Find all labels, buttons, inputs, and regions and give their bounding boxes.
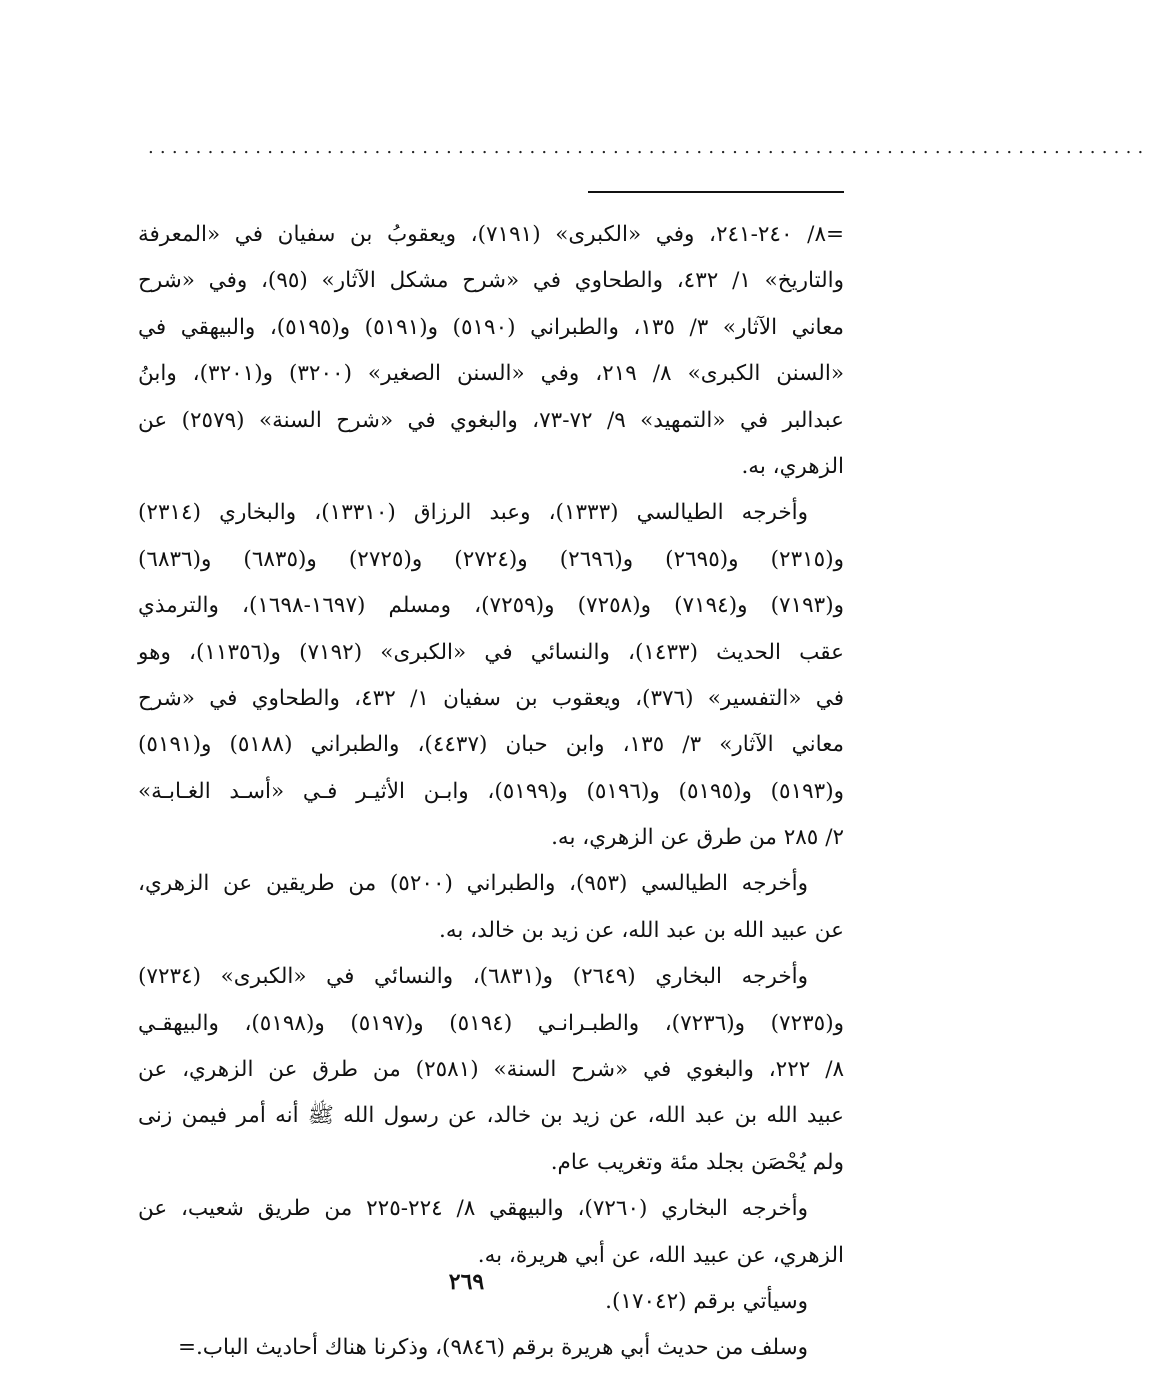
footnote-line: و(٥١٩٣) و(٥١٩٥) و(٥١٩٦) و(٥١٩٩)، وابـن الأثيـر فـي «أسـد الغـابـة» [138,778,845,804]
footnote-line: و(٧١٩٣) و(٧١٩٤) و(٧٢٥٨) و(٧٢٥٩)، ومسلم (١٦٩٧-١٦٩٨)، والترمذي [138,593,844,619]
footnote-line: ولم يُحْصَن بجلد مئة وتغريب عام. [550,1149,844,1175]
footnote-line: وسلف من حديث أبي هريرة برقم (٩٨٤٦)، وذكرنا هناك أحاديث الباب.= [177,1335,808,1361]
footnote-line: في «التفسير» (٣٧٦)، ويعقوب بن سفيان ١/ ٤٣٢، والطحاوي في «شرح [138,685,844,711]
footnote-line: الزهري، به. [741,453,844,479]
footnote-line: عبيد الله بن عبد الله، عن زيد بن خالد، عن رسول الله ﷺ أنه أمر فيمن زنى [138,1103,844,1129]
footnote-line: عبدالبر في «التمهيد» ٩/ ٧٢-٧٣، والبغوي في «شرح السنة» (٢٥٧٩) عن [138,407,844,433]
footnote-line: معاني الآثار» ٣/ ١٣٥، وابن حبان (٤٤٣٧)، والطبراني (٥١٨٨) و(٥١٩١) [138,732,845,758]
footnote-rule [588,191,844,193]
footnote-line: معاني الآثار» ٣/ ١٣٥، والطبراني (٥١٩٠) و(٥١٩١) و(٥١٩٥)، والبيهقي في [138,314,844,340]
footnote-line: الزهري، عن عبيد الله، عن أبي هريرة، به. [477,1242,844,1268]
footnote-line: «السنن الكبرى» ٨/ ٢١٩، وفي «السنن الصغير» (٣٢٠٠) و(٣٢٠١)، وابنُ [138,361,844,387]
footnote-line: ٢/ ٢٨٥ من طرق عن الزهري، به. [551,825,844,851]
footnote-line: و(٧٢٣٥) و(٧٢٣٦)، والطبـرانـي (٥١٩٤) و(٥١٩٧) و(٥١٩٨)، والبيهقـي [138,1010,844,1036]
separator-dots: .................................................................................... [148,137,1149,158]
footnote-line: وأخرجه الطيالسي (٩٥٣)، والطبراني (٥٢٠٠) من طريقين عن الزهري، [138,871,809,897]
footnote-line: وأخرجه الطيالسي (١٣٣٣)، وعبد الرزاق (١٣٣١٠)، والبخاري (٢٣١٤) [138,500,809,526]
footnote-text [138,212,844,1372]
footnote-line: =٨/ ٢٤٠-٢٤١، وفي «الكبرى» (٧١٩١)، ويعقوبُ بن سفيان في «المعرفة [138,222,845,247]
footnote-line: و(٢٣١٥) و(٢٦٩٥) و(٢٦٩٦) و(٢٧٢٤) و(٢٧٢٥) و(٦٨٣٥) و(٦٨٣٦) [138,546,844,572]
footnote-line: عن عبيد الله بن عبد الله، عن زيد بن خالد، به. [438,917,844,943]
footnote-line: وأخرجه البخاري (٧٢٦٠)، والبيهقي ٨/ ٢٢٤-٢٢٥ من طريق شعيب، عن [138,1196,809,1222]
footnote-line: وسيأتي برقم (١٧٠٤٢). [605,1288,808,1314]
footnote-line: ٨/ ٢٢٢، والبغوي في «شرح السنة» (٢٥٨١) من طرق عن الزهري، عن [138,1057,845,1083]
footnote-line: وأخرجه البخاري (٢٦٤٩) و(٦٨٣١)، والنسائي في «الكبرى» (٧٢٣٤) [138,964,808,990]
footnote-line: والتاريخ» ١/ ٤٣٢، والطحاوي في «شرح مشكل الآثار» (٩٥)، وفي «شرح [138,268,844,294]
footnote-line: عقب الحديث (١٤٣٣)، والنسائي في «الكبرى» (٧١٩٢) و(١١٣٥٦)، وهو [138,639,844,665]
page-number: ٢٦٩ [448,1269,485,1295]
